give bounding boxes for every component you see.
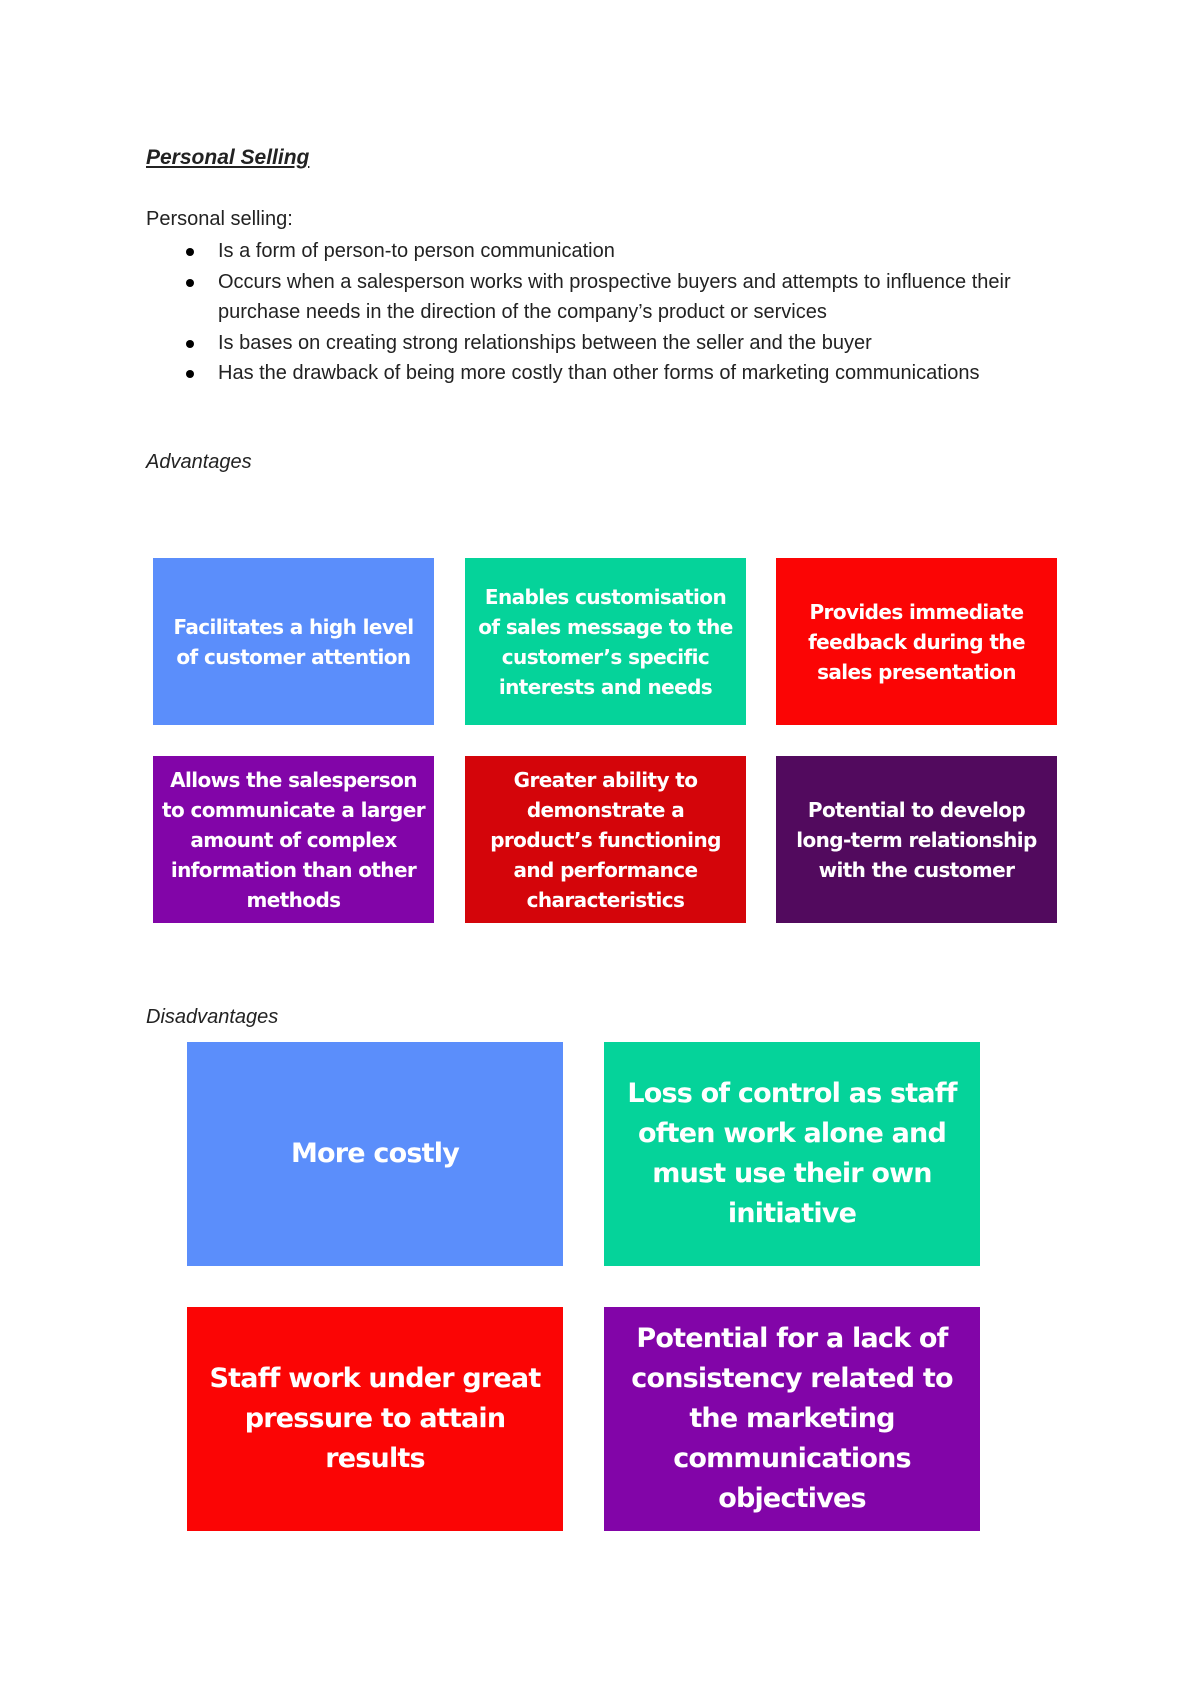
list-item-text: Has the drawback of being more costly than other forms of marketing communications [218,362,980,384]
disadvantage-box: Staff work under great pressure to attain results [187,1307,563,1531]
disadvantage-box: Potential for a lack of consistency related to the marketing communications objectives [604,1307,980,1531]
bullet-icon [186,248,194,256]
list-item-text: Is a form of person-to person communication [218,240,615,262]
advantage-box: Facilitates a high level of customer attention [153,558,434,725]
advantage-box: Greater ability to demonstrate a product’s functioning and performance characteristics [465,756,746,923]
list-item-text: Occurs when a salesperson works with prospective buyers and attempts to influence their purchase needs in the direction of the company’s product or services [218,270,1011,323]
bullet-list [146,236,1076,389]
advantage-box: Potential to develop long-term relationship with the customer [776,756,1057,923]
list-item [146,236,1076,267]
advantage-box: Provides immediate feedback during the sales presentation [776,558,1057,725]
list-item [146,267,1076,328]
list-item [146,358,1076,389]
list-item [146,328,1076,359]
list-item-text: Is bases on creating strong relationships between the seller and the buyer [218,331,872,354]
advantage-box: Enables customisation of sales message to the customer’s specific interests and needs [465,558,746,725]
advantage-box: Allows the salesperson to communicate a larger amount of complex information than other methods [153,756,434,923]
intro-text: Personal selling: [146,208,293,230]
advantages-label: Advantages [146,451,252,473]
disadvantage-box: More costly [187,1042,563,1266]
page-title: Personal Selling [146,146,310,169]
bullet-icon [186,370,194,378]
bullet-icon [186,340,194,348]
disadvantage-box: Loss of control as staff often work alone and must use their own initiative [604,1042,980,1266]
bullet-icon [186,279,194,287]
disadvantages-label: Disadvantages [146,1006,279,1028]
